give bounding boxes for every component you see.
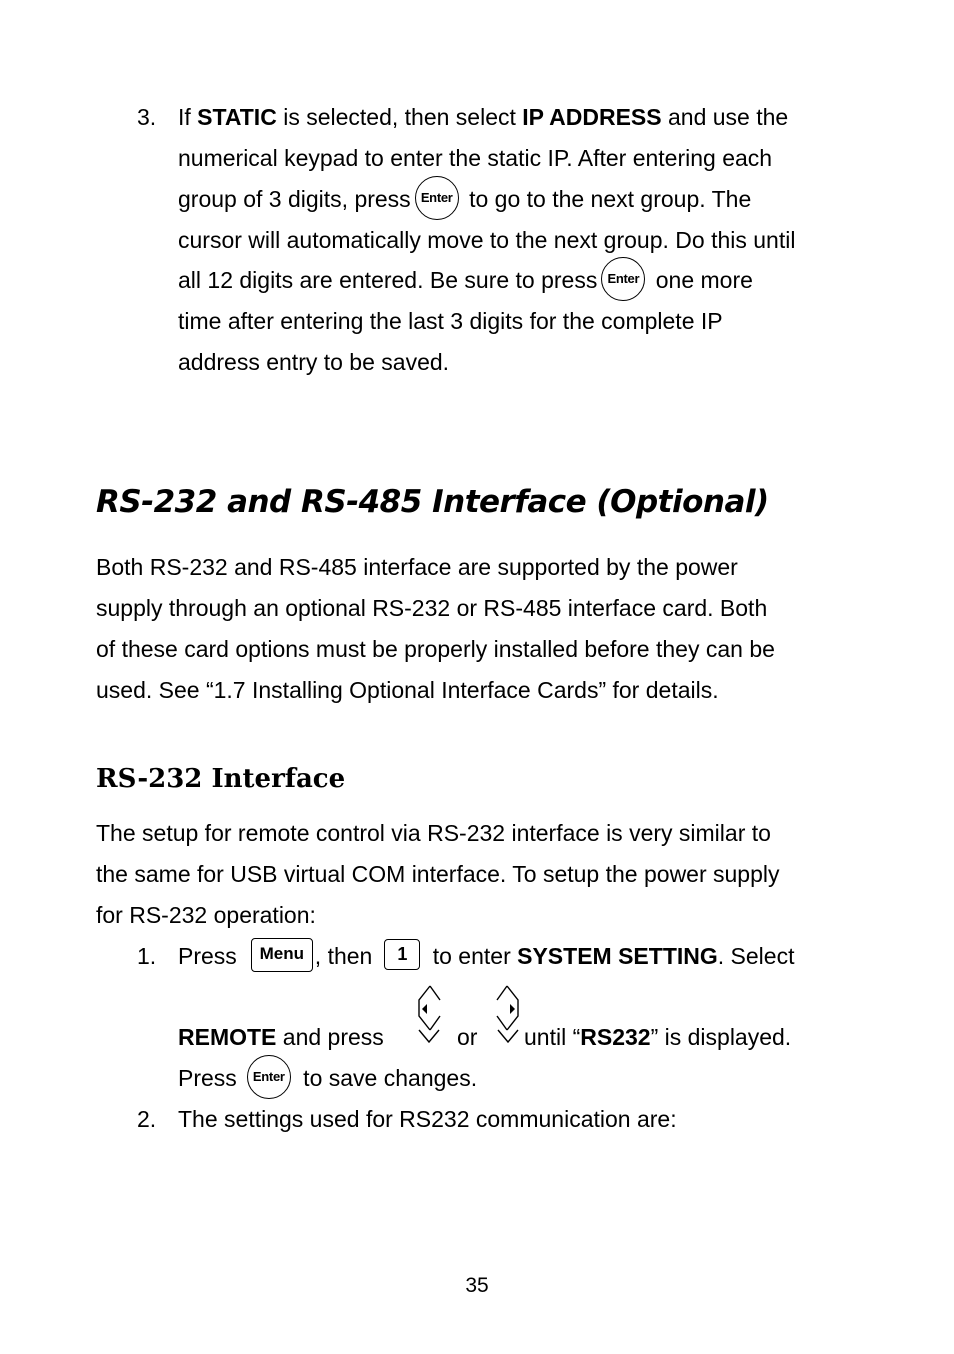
step-3-line-5 (178, 260, 753, 301)
page-number: 35 (465, 1274, 489, 1297)
static-keyword: STATIC (197, 104, 277, 130)
text: , then (314, 943, 373, 969)
paragraph-1-line-3: of these card options must be properly installed before they can be (96, 636, 775, 662)
paragraph-2-line-1: The setup for remote control via RS-232 interface is very similar to (96, 820, 771, 846)
paragraph-1-line-4: used. See “1.7 Installing Optional Interface Cards” for details. (96, 677, 719, 703)
paragraph-2-line-2: the same for USB virtual COM interface. To setup the power supply (96, 861, 780, 887)
enter-key-icon: Enter (247, 1055, 291, 1099)
step-1-number: 1. (137, 943, 157, 969)
text: all 12 digits are entered. Be sure to press (178, 267, 598, 293)
text: to save changes. (296, 1065, 478, 1091)
rs232-keyword: RS232 (580, 1024, 651, 1050)
step-3-line-3 (178, 179, 751, 220)
text: . Select (717, 943, 795, 969)
text: to enter (426, 943, 518, 969)
step-2-text: The settings used for RS232 communication are: (178, 1106, 677, 1132)
step-3-number: 3. (137, 104, 157, 130)
text: is selected, then select (276, 104, 523, 130)
system-setting-keyword: SYSTEM SETTING (517, 943, 718, 969)
text: ” is displayed. (650, 1024, 792, 1050)
ip-address-keyword: IP ADDRESS (522, 104, 662, 130)
paragraph-1-line-1: Both RS-232 and RS-485 interface are supported by the power (96, 554, 738, 580)
enter-key-icon: Enter (415, 176, 459, 220)
step-3-line-7: address entry to be saved. (178, 349, 450, 375)
step-1-line-1 (178, 936, 794, 977)
step-1-line-3 (178, 1058, 477, 1099)
paragraph-2-line-3: for RS-232 operation: (96, 902, 316, 928)
text: If (178, 104, 198, 130)
step-1-line-2-tail (524, 1017, 791, 1058)
text: Press (178, 943, 237, 969)
text: until “ (524, 1024, 581, 1050)
text: Press (178, 1065, 237, 1091)
number-1-key-icon: 1 (384, 939, 420, 970)
text: and use the (661, 104, 789, 130)
left-arrow-key-icon (414, 984, 444, 1046)
text: to go to the next group. The (462, 186, 752, 212)
remote-keyword: REMOTE (178, 1024, 277, 1050)
step-3-line-2: numerical keypad to enter the static IP. After entering each (178, 145, 773, 171)
enter-key-icon: Enter (601, 257, 645, 301)
menu-key-icon: Menu (251, 938, 313, 972)
paragraph-1-line-2: supply through an optional RS-232 or RS-485 interface card. Both (96, 595, 768, 621)
section-heading-rs232-rs485: RS-232 and RS-485 Interface (Optional) (96, 484, 769, 520)
step-3-line-1 (178, 97, 788, 138)
or-text: or (457, 1024, 478, 1050)
right-arrow-key-icon (493, 984, 523, 1046)
step-3-line-6: time after entering the last 3 digits for the complete IP (178, 308, 723, 334)
text: one more (649, 267, 753, 293)
step-3-line-4: cursor will automatically move to the next group. Do this until (178, 227, 796, 253)
subheading-rs232-interface: RS-232 Interface (96, 764, 346, 794)
step-2-number: 2. (137, 1106, 157, 1132)
text: and press (276, 1024, 384, 1050)
text: group of 3 digits, press (178, 186, 411, 212)
step-1-line-2 (178, 1017, 384, 1058)
